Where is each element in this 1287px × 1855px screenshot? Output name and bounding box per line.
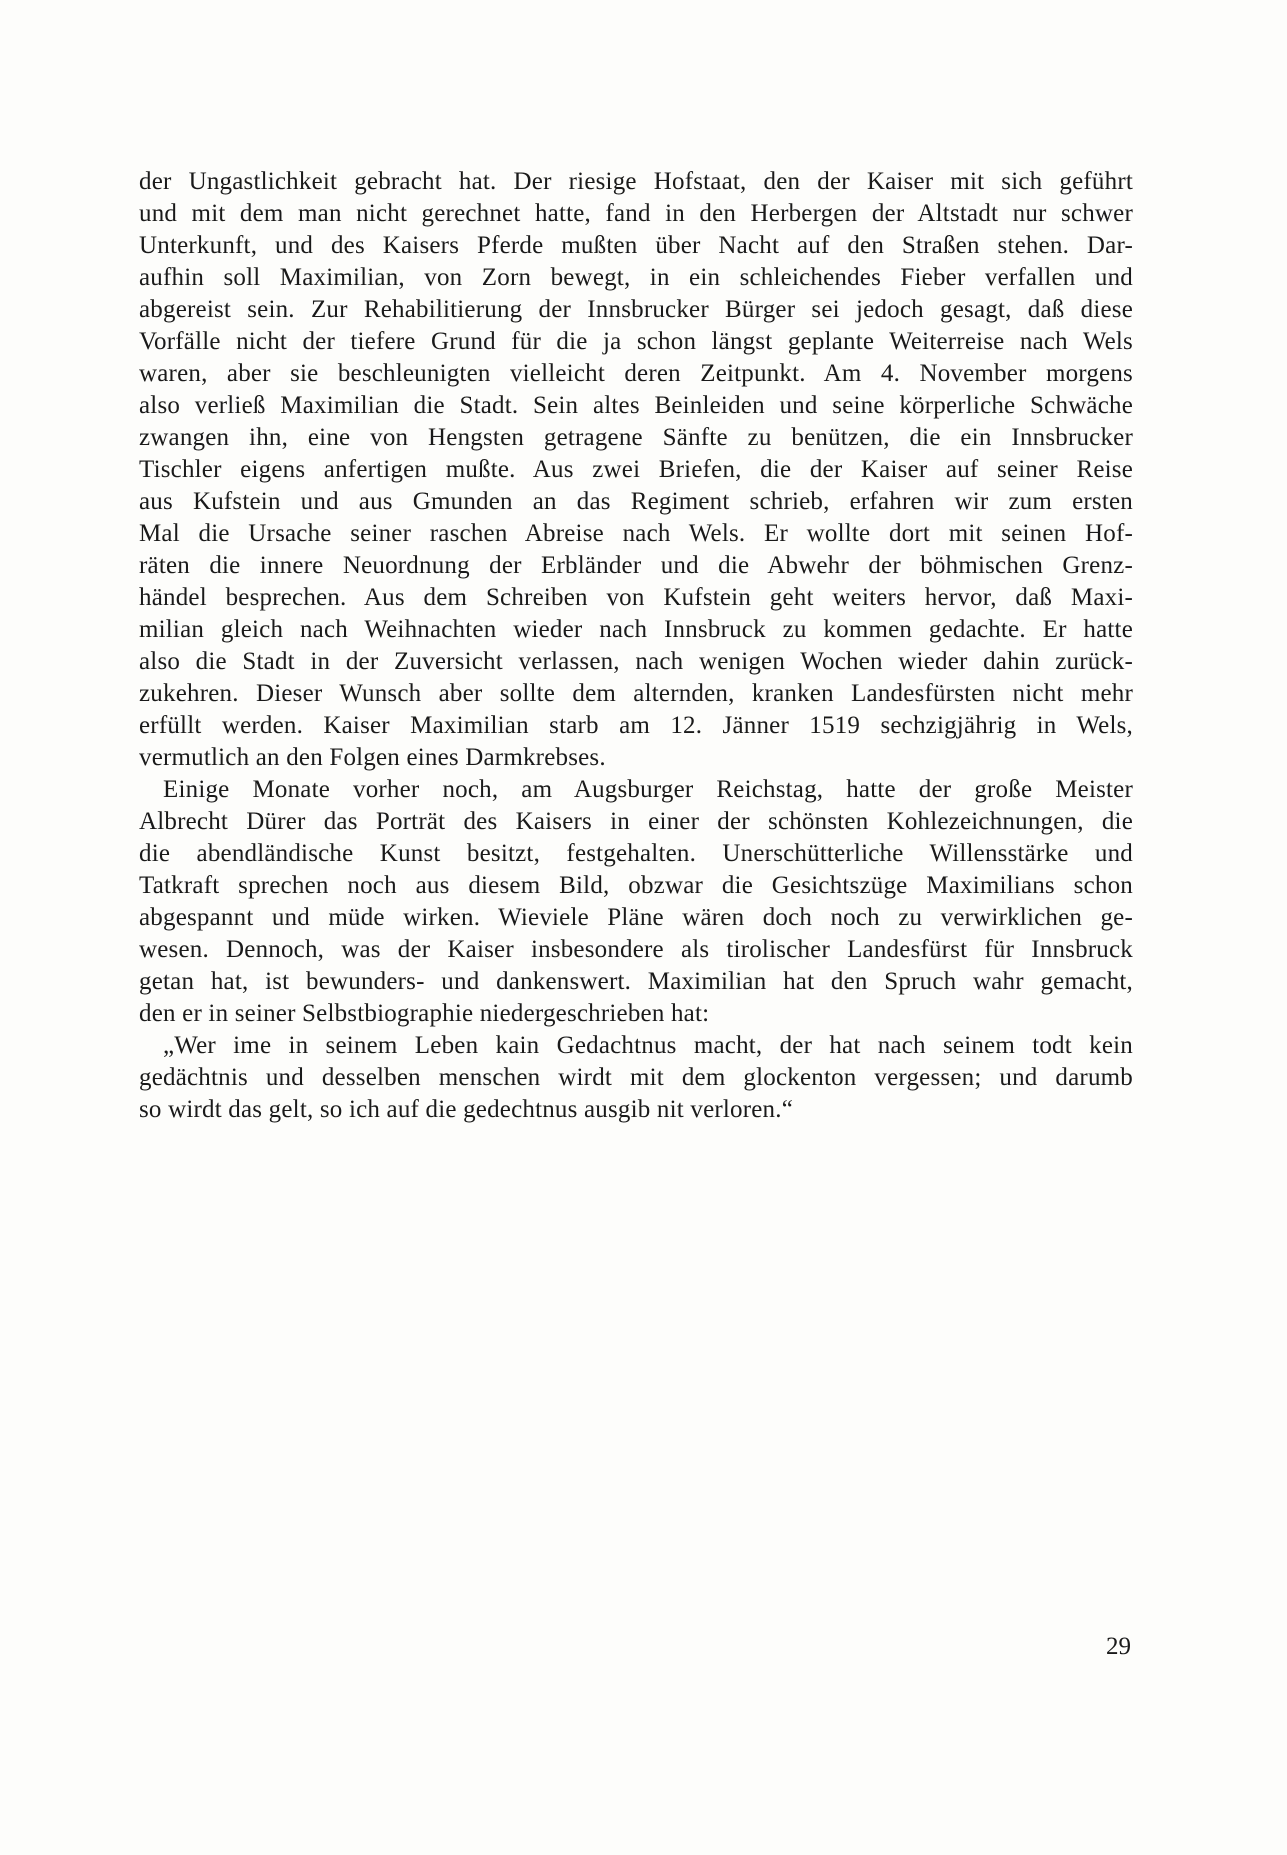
text-line: Einige Monate vorher noch, am Augsburger Reichstag, hatte der große Meister [163,776,1133,803]
text-line: Unterkunft, und des Kaisers Pferde mußten über Nacht auf den Straßen stehen. Dar- [139,232,1133,259]
text-line: Tatkraft sprechen noch aus diesem Bild, obzwar die Gesichtszüge Maximilians schon [139,872,1133,899]
text-line: zwangen ihn, eine von Hengsten getragene Sänfte zu benützen, die ein Innsbrucker [139,424,1133,451]
text-line: und mit dem man nicht gerechnet hatte, fand in den Herbergen der Altstadt nur schwer [139,200,1133,227]
text-line: vermutlich an den Folgen eines Darmkrebses. [139,744,606,771]
quote-line: so wirdt das gelt, so ich auf die gedechtnus ausgib nit verloren.“ [139,1096,794,1123]
text-line: erfüllt werden. Kaiser Maximilian starb am 12. Jänner 1519 sechzigjährig in Wels, [139,712,1133,739]
text-line: der Ungastlichkeit gebracht hat. Der riesige Hofstaat, den der Kaiser mit sich geführt [139,168,1133,195]
text-line: Tischler eigens anfertigen mußte. Aus zwei Briefen, die der Kaiser auf seiner Reise [139,456,1133,483]
text-line: also verließ Maximilian die Stadt. Sein altes Beinleiden und seine körperliche Schwäche [139,392,1133,419]
body-text [139,166,1133,1126]
text-line: waren, aber sie beschleunigten vielleicht deren Zeitpunkt. Am 4. November morgens [139,360,1133,387]
text-line: aufhin soll Maximilian, von Zorn bewegt, in ein schleichendes Fieber verfallen und [139,264,1133,291]
text-line: milian gleich nach Weihnachten wieder nach Innsbruck zu kommen gedachte. Er hatte [139,616,1133,643]
text-line: Mal die Ursache seiner raschen Abreise nach Wels. Er wollte dort mit seinen Hof- [139,520,1133,547]
text-line: abgereist sein. Zur Rehabilitierung der Innsbrucker Bürger sei jedoch gesagt, daß diese [139,296,1133,323]
text-line: Vorfälle nicht der tiefere Grund für die ja schon längst geplante Weiterreise nach Wels [139,328,1133,355]
text-line: händel besprechen. Aus dem Schreiben von Kufstein geht weiters hervor, daß Maxi- [139,584,1133,611]
text-line: räten die innere Neuordnung der Erbländer und die Abwehr der böhmischen Grenz- [139,552,1133,579]
quote-line: gedächtnis und desselben menschen wirdt mit dem glockenton vergessen; und darumb [139,1064,1133,1091]
text-line: getan hat, ist bewunders- und dankenswert. Maximilian hat den Spruch wahr gemacht, [139,968,1133,995]
text-line: also die Stadt in der Zuversicht verlassen, nach wenigen Wochen wieder dahin zurück- [139,648,1133,675]
text-line: die abendländische Kunst besitzt, festgehalten. Unerschütterliche Willensstärke und [139,840,1133,867]
text-line: wesen. Dennoch, was der Kaiser insbesondere als tirolischer Landesfürst für Innsbruck [139,936,1133,963]
text-line: aus Kufstein und aus Gmunden an das Regiment schrieb, erfahren wir zum ersten [139,488,1133,515]
page-number: 29 [1106,1633,1131,1660]
quote-line: „Wer ime in seinem Leben kain Gedachtnus macht, der hat nach seinem todt kein [163,1032,1133,1059]
text-line: Albrecht Dürer das Porträt des Kaisers in einer der schönsten Kohlezeichnungen, die [139,808,1133,835]
text-line: abgespannt und müde wirken. Wieviele Pläne wären doch noch zu verwirklichen ge- [139,904,1133,931]
text-line: den er in seiner Selbstbiographie niedergeschrieben hat: [139,1000,710,1027]
text-line: zukehren. Dieser Wunsch aber sollte dem alternden, kranken Landesfürsten nicht mehr [139,680,1133,707]
